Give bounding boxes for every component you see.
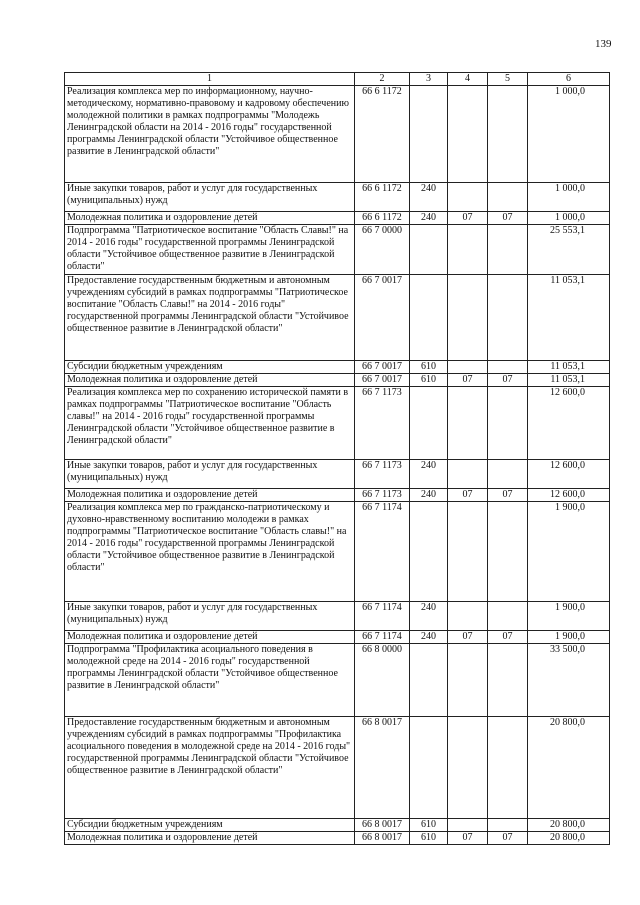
cell-subsection <box>488 602 528 631</box>
cell-target-code: 66 7 0017 <box>355 361 410 374</box>
column-header: 3 <box>410 73 448 86</box>
cell-row-name: Подпрограмма "Патриотическое воспитание "Область Славы!" на 2014 - 2016 годы" государственной программы Ленинградской области "Устойчивое общественное развитие в Ленинградской области" <box>65 225 355 275</box>
cell-subsection <box>488 275 528 361</box>
cell-expense-type: 610 <box>410 361 448 374</box>
cell-subsection <box>488 717 528 819</box>
cell-section: 07 <box>448 374 488 387</box>
table-row <box>65 460 610 489</box>
cell-section: 07 <box>448 631 488 644</box>
cell-amount: 1 000,0 <box>528 212 610 225</box>
cell-section: 07 <box>448 489 488 502</box>
cell-subsection: 07 <box>488 489 528 502</box>
cell-subsection: 07 <box>488 212 528 225</box>
cell-target-code: 66 6 1172 <box>355 86 410 183</box>
table-row <box>65 644 610 717</box>
cell-expense-type: 610 <box>410 374 448 387</box>
table-row <box>65 387 610 460</box>
cell-expense-type <box>410 387 448 460</box>
cell-section: 07 <box>448 832 488 845</box>
cell-amount: 12 600,0 <box>528 460 610 489</box>
cell-expense-type <box>410 717 448 819</box>
cell-subsection: 07 <box>488 374 528 387</box>
cell-row-name: Предоставление государственным бюджетным и автономным учреждениям субсидий в рамках подпрограммы "Профилактика асоциального поведения в молодежной среде на 2014 - 2016 годы" государственной программы Ленинградской области "Устойчивое общественное развитие в Ленинградской области" <box>65 717 355 819</box>
cell-subsection <box>488 86 528 183</box>
cell-section <box>448 183 488 212</box>
cell-target-code: 66 8 0017 <box>355 819 410 832</box>
table-row <box>65 183 610 212</box>
cell-subsection <box>488 361 528 374</box>
table-row <box>65 489 610 502</box>
cell-amount: 20 800,0 <box>528 717 610 819</box>
cell-expense-type <box>410 225 448 275</box>
table-row <box>65 717 610 819</box>
cell-section <box>448 819 488 832</box>
cell-section <box>448 86 488 183</box>
cell-amount: 25 553,1 <box>528 225 610 275</box>
table-row <box>65 86 610 183</box>
cell-expense-type <box>410 86 448 183</box>
cell-target-code: 66 7 0017 <box>355 275 410 361</box>
cell-target-code: 66 7 1173 <box>355 460 410 489</box>
cell-expense-type: 240 <box>410 183 448 212</box>
cell-target-code: 66 6 1172 <box>355 183 410 212</box>
page-number: 139 <box>595 38 612 50</box>
cell-section <box>448 460 488 489</box>
cell-target-code: 66 8 0017 <box>355 832 410 845</box>
cell-section <box>448 644 488 717</box>
cell-row-name: Молодежная политика и оздоровление детей <box>65 212 355 225</box>
cell-target-code: 66 6 1172 <box>355 212 410 225</box>
cell-section <box>448 275 488 361</box>
cell-row-name: Субсидии бюджетным учреждениям <box>65 819 355 832</box>
cell-section <box>448 717 488 819</box>
table-row <box>65 602 610 631</box>
cell-target-code: 66 7 1174 <box>355 631 410 644</box>
cell-amount: 12 600,0 <box>528 489 610 502</box>
column-header: 2 <box>355 73 410 86</box>
cell-subsection <box>488 183 528 212</box>
cell-subsection: 07 <box>488 631 528 644</box>
cell-row-name: Молодежная политика и оздоровление детей <box>65 631 355 644</box>
cell-section <box>448 502 488 602</box>
cell-subsection <box>488 225 528 275</box>
cell-amount: 20 800,0 <box>528 832 610 845</box>
cell-row-name: Иные закупки товаров, работ и услуг для государственных (муниципальных) нужд <box>65 602 355 631</box>
cell-expense-type <box>410 644 448 717</box>
cell-amount: 1 000,0 <box>528 86 610 183</box>
cell-amount: 1 900,0 <box>528 631 610 644</box>
column-header: 1 <box>65 73 355 86</box>
column-header: 5 <box>488 73 528 86</box>
cell-subsection <box>488 460 528 489</box>
cell-amount: 11 053,1 <box>528 361 610 374</box>
cell-row-name: Молодежная политика и оздоровление детей <box>65 374 355 387</box>
table-header-row <box>65 73 610 86</box>
table-row <box>65 275 610 361</box>
table-row <box>65 832 610 845</box>
cell-row-name: Субсидии бюджетным учреждениям <box>65 361 355 374</box>
cell-target-code: 66 7 1174 <box>355 502 410 602</box>
column-header: 4 <box>448 73 488 86</box>
cell-row-name: Реализация комплекса мер по сохранению исторической памяти в рамках подпрограммы "Патриотическое воспитание "Область славы!" на 2014 - 2016 годы" государственной программы Ленинградской области "Устойчивое общественное развитие в Ленинградской области" <box>65 387 355 460</box>
cell-target-code: 66 7 0017 <box>355 374 410 387</box>
cell-expense-type: 240 <box>410 212 448 225</box>
cell-amount: 1 900,0 <box>528 602 610 631</box>
cell-row-name: Молодежная политика и оздоровление детей <box>65 832 355 845</box>
cell-section <box>448 602 488 631</box>
cell-subsection <box>488 502 528 602</box>
cell-target-code: 66 7 1173 <box>355 489 410 502</box>
cell-amount: 1 000,0 <box>528 183 610 212</box>
table-row <box>65 819 610 832</box>
cell-row-name: Предоставление государственным бюджетным и автономным учреждениям субсидий в рамках подпрограммы "Патриотическое воспитание "Область Славы!" на 2014 - 2016 годы" государственной программы Ленинградской области "Устойчивое общественное развитие в Ленинградской области" <box>65 275 355 361</box>
cell-section <box>448 387 488 460</box>
cell-subsection <box>488 644 528 717</box>
cell-subsection <box>488 819 528 832</box>
cell-expense-type: 240 <box>410 602 448 631</box>
cell-section <box>448 225 488 275</box>
table-row <box>65 502 610 602</box>
cell-target-code: 66 8 0017 <box>355 717 410 819</box>
cell-amount: 1 900,0 <box>528 502 610 602</box>
cell-expense-type: 610 <box>410 832 448 845</box>
cell-row-name: Иные закупки товаров, работ и услуг для государственных (муниципальных) нужд <box>65 460 355 489</box>
cell-expense-type <box>410 275 448 361</box>
cell-row-name: Подпрограмма "Профилактика асоциального поведения в молодежной среде на 2014 - 2016 годы" государственной программы Ленинградской области "Устойчивое общественное развитие в Ленинградской области" <box>65 644 355 717</box>
budget-table <box>64 72 610 845</box>
cell-row-name: Иные закупки товаров, работ и услуг для государственных (муниципальных) нужд <box>65 183 355 212</box>
cell-expense-type: 240 <box>410 631 448 644</box>
cell-target-code: 66 7 1174 <box>355 602 410 631</box>
cell-amount: 12 600,0 <box>528 387 610 460</box>
cell-target-code: 66 7 1173 <box>355 387 410 460</box>
table-row <box>65 361 610 374</box>
cell-row-name: Реализация комплекса мер по гражданско-патриотическому и духовно-нравственному воспитанию молодежи в рамках подпрограммы "Патриотическое воспитание "Область славы!" на 2014 - 2016 годы" государственной программы Ленинградской области "Устойчивое общественное развитие в Ленинградской области" <box>65 502 355 602</box>
cell-section: 07 <box>448 212 488 225</box>
cell-amount: 33 500,0 <box>528 644 610 717</box>
cell-amount: 20 800,0 <box>528 819 610 832</box>
column-header: 6 <box>528 73 610 86</box>
cell-section <box>448 361 488 374</box>
table-row <box>65 225 610 275</box>
cell-expense-type <box>410 502 448 602</box>
table-row <box>65 374 610 387</box>
cell-row-name: Молодежная политика и оздоровление детей <box>65 489 355 502</box>
table-row <box>65 631 610 644</box>
cell-expense-type: 240 <box>410 460 448 489</box>
cell-subsection: 07 <box>488 832 528 845</box>
table-row <box>65 212 610 225</box>
cell-amount: 11 053,1 <box>528 275 610 361</box>
cell-target-code: 66 7 0000 <box>355 225 410 275</box>
cell-subsection <box>488 387 528 460</box>
cell-expense-type: 610 <box>410 819 448 832</box>
cell-target-code: 66 8 0000 <box>355 644 410 717</box>
cell-expense-type: 240 <box>410 489 448 502</box>
cell-row-name: Реализация комплекса мер по информационному, научно-методическому, нормативно-правовому и кадровому обеспечению молодежной политики в рамках подпрограммы "Молодежь Ленинградской области на 2014 - 2016 годы" государственной программы Ленинградской области "Устойчивое общественное развитие в Ленинградской области" <box>65 86 355 183</box>
cell-amount: 11 053,1 <box>528 374 610 387</box>
